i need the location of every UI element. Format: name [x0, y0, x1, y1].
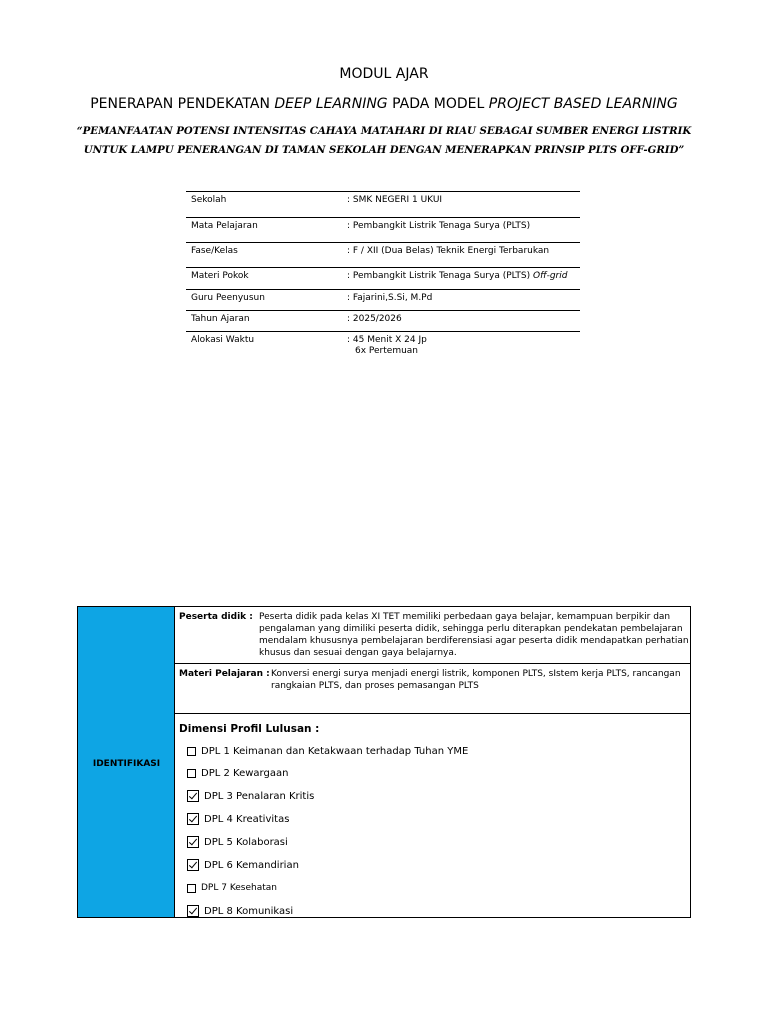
info-value [342, 332, 580, 362]
checked-box-icon [187, 836, 199, 848]
dpl-item [187, 905, 293, 917]
unchecked-box-icon [187, 747, 196, 756]
info-table [186, 191, 580, 361]
identifikasi-label: IDENTIFIKASI [92, 759, 161, 769]
dimensi-profil-title: Dimensi Profil Lulusan : [179, 723, 320, 735]
info-value: : 2025/2026 [342, 311, 580, 332]
unchecked-box-icon [187, 884, 196, 893]
info-row [186, 268, 580, 290]
materi-pelajaran-row [175, 663, 690, 714]
peserta-didik-label: Peserta didik : [179, 612, 253, 622]
dpl-label: DPL 3 Penalaran Kritis [204, 790, 315, 802]
theme-line-2: UNTUK LAMPU PENERANGAN DI TAMAN SEKOLAH DENGAN MENERAPKAN PRINSIP PLTS OFF-GRID” [83, 144, 685, 156]
dpl-label: DPL 5 Kolaborasi [204, 836, 288, 848]
info-row [186, 290, 580, 311]
checked-box-icon [187, 905, 199, 917]
subtitle-part-a: PENERAPAN PENDEKATAN [90, 96, 275, 112]
info-value-line-1: : 45 Menit X 24 Jp [347, 335, 427, 345]
info-label: Tahun Ajaran [186, 311, 342, 332]
materi-pelajaran-text: Konversi energi surya menjadi energi listrik, komponen PLTS, sIstem kerja PLTS, rancangan rangkaian PLTS, dan proses pemasangan PLTS [271, 669, 681, 691]
info-value-line-2: 6x Pertemuan [355, 346, 419, 356]
dpl-label: DPL 4 Kreativitas [204, 813, 290, 825]
theme-title [70, 122, 698, 160]
subtitle-part-d: PROJECT BASED LEARNING [488, 96, 678, 112]
checked-box-icon [187, 859, 199, 871]
dpl-item [187, 883, 277, 893]
dpl-label: DPL 6 Kemandirian [204, 859, 299, 871]
info-label: Materi Pokok [186, 268, 342, 290]
subtitle-part-c: PADA MODEL [387, 96, 489, 112]
peserta-didik-text: Peserta didik pada kelas XI TET memiliki perbedaan gaya belajar, kemampuan berpikir dan pengalaman yang dimiliki peserta didik, sehingga perlu diterapkan pendekatan pembelajaran mendalam khususnya pembelajaran berdiferensiasi agar peserta didik mendapatkan perhatian khusus dan sesuai dengan gaya belajarnya. [259, 612, 689, 658]
info-row [186, 218, 580, 243]
info-value [342, 268, 580, 290]
dpl-label: DPL 8 Komunikasi [204, 905, 294, 917]
dpl-item [187, 836, 288, 848]
info-value-italic: Off-grid [533, 271, 568, 281]
dpl-item [187, 813, 289, 825]
info-label: Mata Pelajaran [186, 218, 342, 243]
theme-line-1: “PEMANFAATAN POTENSI INTENSITAS CAHAYA MATAHARI DI RIAU SEBAGAI SUMBER ENERGI LISTRIK [76, 125, 692, 137]
document-subtitle [0, 96, 768, 112]
dpl-label: DPL 7 Kesehatan [201, 883, 278, 893]
dpl-item [187, 768, 288, 779]
peserta-didik-row [175, 607, 690, 664]
info-value: : F / XII (Dua Belas) Teknik Energi Terbarukan [342, 243, 580, 268]
identifikasi-table [77, 606, 691, 918]
checked-box-icon [187, 790, 199, 802]
info-label: Alokasi Waktu [186, 332, 342, 362]
info-label: Sekolah [186, 192, 342, 218]
info-row [186, 311, 580, 332]
info-value-text: : Pembangkit Listrik Tenaga Surya (PLTS) [347, 271, 533, 281]
info-label: Fase/Kelas [186, 243, 342, 268]
dpl-label: DPL 1 Keimanan dan Ketakwaan terhadap Tuhan YME [201, 746, 469, 757]
materi-pelajaran-label: Materi Pelajaran : [179, 669, 270, 679]
info-value: : SMK NEGERI 1 UKUI [342, 192, 580, 218]
document-title: MODUL AJAR [339, 66, 429, 82]
info-row [186, 332, 580, 362]
info-value: : Fajarini,S.Si, M.Pd [342, 290, 580, 311]
info-value: : Pembangkit Listrik Tenaga Surya (PLTS) [342, 218, 580, 243]
info-row [186, 243, 580, 268]
dimensi-profil-row [175, 713, 690, 917]
subtitle-part-b: DEEP LEARNING [274, 96, 388, 112]
info-label: Guru Peenyusun [186, 290, 342, 311]
unchecked-box-icon [187, 769, 196, 778]
dpl-item [187, 859, 299, 871]
checked-box-icon [187, 813, 199, 825]
dpl-item [187, 790, 314, 802]
info-row [186, 192, 580, 218]
dpl-label: DPL 2 Kewargaan [201, 768, 289, 779]
identifikasi-side-column [78, 607, 175, 917]
dpl-item [187, 746, 468, 757]
